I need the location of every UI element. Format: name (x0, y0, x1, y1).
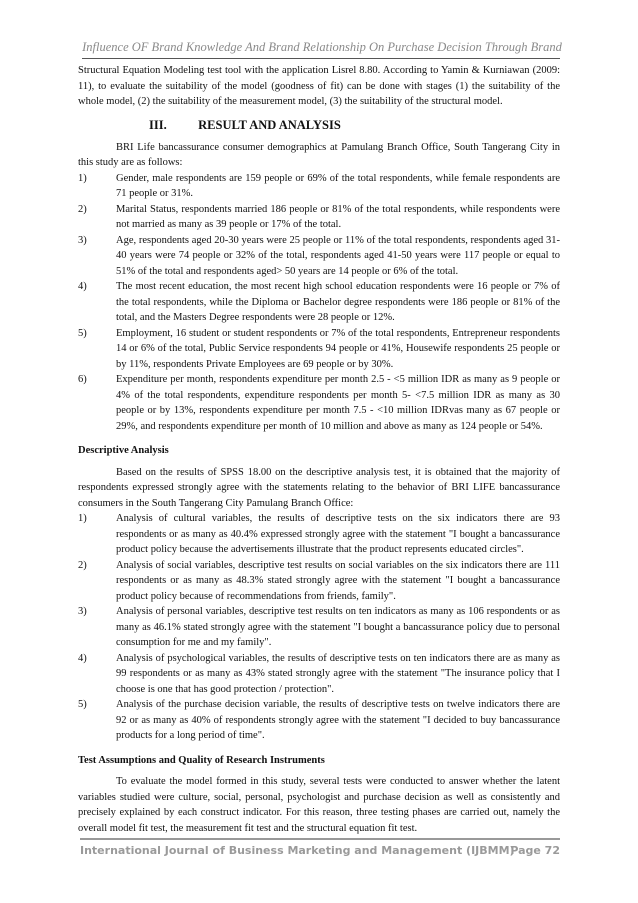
list-item (78, 511, 560, 558)
demographics-intro: BRI Life bancassurance consumer demographics at Pamulang Branch Office, South Tangerang City in this study are as follows: (78, 141, 560, 168)
page-body (78, 63, 560, 836)
item-text: Gender, male respondents are 159 people or 69% of the total respondents, while female respondents are 71 people or 31%. (116, 172, 560, 199)
list-item (78, 279, 560, 326)
section-title: RESULT AND ANALYSIS (198, 117, 341, 132)
item-number: 2) (78, 203, 87, 215)
item-number: 6) (78, 374, 87, 385)
running-header: Influence OF Brand Knowledge And Brand Relationship On Purchase Decision Through Brand (82, 40, 562, 54)
journal-name: International Journal of Business Marketing and Management (IJBMM) (80, 844, 515, 857)
item-number: 1) (78, 513, 87, 524)
item-number: 5) (78, 699, 87, 710)
section-heading (78, 117, 560, 133)
item-text: Analysis of the purchase decision variable, the results of descriptive tests on twelve indicators there are 92 or as many as 40% of respondents strongly agree with the statement "I decided to buy bancassurance products for a long period of time". (116, 699, 560, 741)
intro-paragraph: Structural Equation Modeling test tool with the application Lisrel 8.80. According to Yamin & Kurniawan (2009: 11), to evaluate the suitability of the model (goodness of fit) can be done with stages (1) the suitability of the whole model, (2) the suitability of the measurement model, (3) the suitability of the structural model. (78, 65, 560, 107)
list-item (78, 326, 560, 373)
list-item (78, 171, 560, 202)
item-text: Age, respondents aged 20-30 years were 25 people or 11% of the total respondents, respondents aged 31-40 years were 74 people or 32% of the total, respondents aged 41-50 years were 117 people or equal to 51% of the total and respondents aged> 50 years are 14 people or 6% of the total. (116, 234, 560, 277)
list-item (78, 558, 560, 605)
item-text: Analysis of social variables, descriptive test results on social variables on the six indicators there are 111 respondents or as many as 48.3% stated strongly agree with the statement "I bought a bancassurance product policy because of recommendations from friends, family". (116, 559, 560, 602)
item-number: 2) (78, 559, 87, 571)
footer-divider (80, 838, 560, 840)
descriptive-list (78, 511, 560, 744)
descriptive-heading: Descriptive Analysis (78, 445, 169, 456)
item-number: 4) (78, 281, 87, 292)
list-item (78, 372, 560, 434)
assumptions-paragraph: To evaluate the model formed in this study, several tests were conducted to answer whether the latent variables studied were culture, social, personal, psychologist and purchase decision as well as consistently and precisely explained by each construct indicator. For this reason, three testing phases are carried out, namely the overall model fit test, the measurement fit test and the structural equation fit test. (78, 776, 560, 834)
item-text: Employment, 16 student or student respondents or 7% of the total respondents, Entrepreneur respondents 14 or 6% of the total, Public Service respondents 94 people or 41%, Housewife respondents 25 people or by 11%, respondents Private Employees are 69 people or by 30%. (116, 327, 560, 370)
section-number: III. (149, 117, 167, 132)
header-divider (82, 58, 560, 59)
page-number: Page 72 (510, 844, 560, 857)
list-item (78, 651, 560, 698)
item-number: 5) (78, 327, 87, 339)
list-item (78, 697, 560, 744)
item-text: Expenditure per month, respondents expenditure per month 2.5 - <5 million IDR as many as 9 people or 4% of the total respondents, expenditure respondents per month 5- <7.5 million IDR as many as 30 people or by 13%, respondents expenditure per month 7.5 - <10 million IDRvas many as 67 people or 29%, and respondents expenditure per month of 10 million and above as many as 124 people or 54%. (116, 374, 560, 432)
demographics-list (78, 171, 560, 435)
item-text: Analysis of cultural variables, the results of descriptive tests on the six indicators there are 93 respondents or as many as 40.4% expressed strongly agree with the statement "I bought a bancassurance product policy because the advertisements illustrate that the product represents educated circles". (116, 513, 560, 555)
item-text: Analysis of psychological variables, the results of descriptive tests on ten indicators there are as many as 99 respondents or as many as 43% stated strongly agree with the statement "The insurance policy that I choose is one that has good protection / protection". (116, 652, 560, 695)
list-item (78, 604, 560, 651)
item-number: 3) (78, 234, 87, 246)
item-number: 3) (78, 606, 87, 617)
descriptive-intro: Based on the results of SPSS 18.00 on the descriptive analysis test, it is obtained that the majority of respondents expressed strongly agree with the statements relating to the behavior of BRI LIFE bancassurance consumers in the South Tangerang City Pamulang Branch Office: (78, 466, 560, 509)
item-text: Analysis of personal variables, descriptive test results on ten indicators as many as 106 respondents or as many as 46.1% stated strongly agree with the statement "I bought a bancassurance policy due to personal consumption for me and my family". (116, 606, 560, 648)
item-number: 4) (78, 652, 87, 664)
list-item (78, 202, 560, 233)
item-text: Marital Status, respondents married 186 people or 81% of the total respondents, while respondents were not married as many as 39 people or 17% of the total. (116, 203, 560, 230)
list-item (78, 233, 560, 280)
item-text: The most recent education, the most recent high school education respondents were 16 people or 7% of the total respondents, while the Diploma or Bachelor degree respondents were 186 people or 81% of the total, and the Masters Degree respondents were 28 people or 12%. (116, 281, 560, 323)
assumptions-heading: Test Assumptions and Quality of Research Instruments (78, 754, 325, 766)
item-number: 1) (78, 172, 87, 184)
